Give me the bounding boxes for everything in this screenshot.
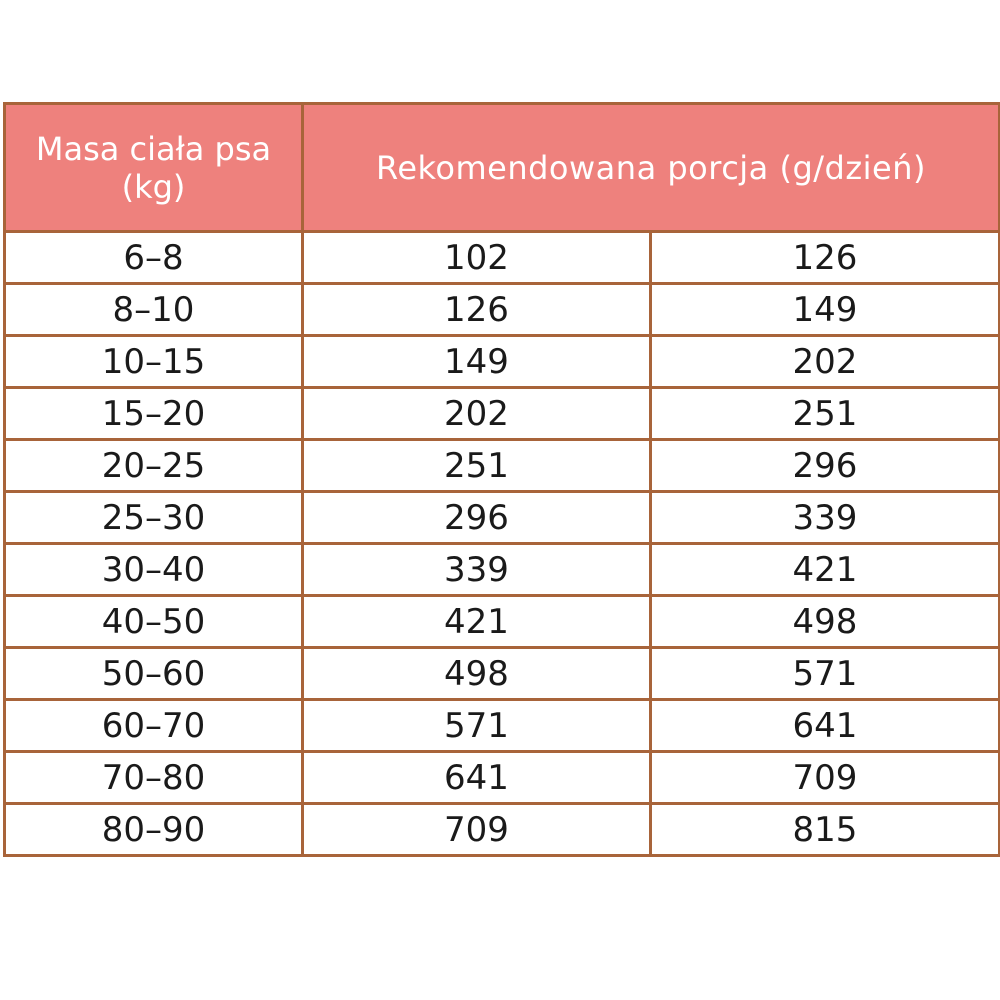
cell-portion-min: 202: [303, 388, 651, 440]
cell-mass: 60–70: [5, 700, 303, 752]
cell-portion-max: 498: [651, 596, 1000, 648]
table-row: [5, 388, 1000, 440]
cell-mass: 30–40: [5, 544, 303, 596]
header-mass: Masa ciała psa (kg): [5, 104, 303, 232]
cell-portion-min: 709: [303, 804, 651, 856]
cell-portion-min: 296: [303, 492, 651, 544]
table-row: [5, 544, 1000, 596]
table-row: [5, 492, 1000, 544]
cell-portion-min: 251: [303, 440, 651, 492]
table-row: [5, 596, 1000, 648]
cell-portion-max: 202: [651, 336, 1000, 388]
cell-mass: 40–50: [5, 596, 303, 648]
table-row: [5, 232, 1000, 284]
cell-mass: 8–10: [5, 284, 303, 336]
cell-mass: 25–30: [5, 492, 303, 544]
cell-portion-min: 102: [303, 232, 651, 284]
cell-portion-max: 421: [651, 544, 1000, 596]
cell-portion-max: 251: [651, 388, 1000, 440]
cell-portion-max: 709: [651, 752, 1000, 804]
cell-portion-max: 571: [651, 648, 1000, 700]
table-row: [5, 648, 1000, 700]
cell-mass: 20–25: [5, 440, 303, 492]
cell-portion-max: 815: [651, 804, 1000, 856]
cell-portion-min: 421: [303, 596, 651, 648]
header-portion: Rekomendowana porcja (g/dzień): [303, 104, 1000, 232]
cell-mass: 15–20: [5, 388, 303, 440]
table-row: [5, 336, 1000, 388]
cell-portion-max: 126: [651, 232, 1000, 284]
cell-portion-min: 149: [303, 336, 651, 388]
cell-portion-min: 339: [303, 544, 651, 596]
cell-portion-min: 498: [303, 648, 651, 700]
table-row: [5, 700, 1000, 752]
cell-mass: 50–60: [5, 648, 303, 700]
cell-portion-max: 339: [651, 492, 1000, 544]
cell-mass: 80–90: [5, 804, 303, 856]
table-row: [5, 284, 1000, 336]
cell-portion-max: 296: [651, 440, 1000, 492]
table-row: [5, 752, 1000, 804]
cell-mass: 70–80: [5, 752, 303, 804]
table-row: [5, 804, 1000, 856]
cell-portion-max: 641: [651, 700, 1000, 752]
cell-portion-min: 641: [303, 752, 651, 804]
portion-table: [3, 102, 1000, 857]
cell-portion-min: 571: [303, 700, 651, 752]
cell-mass: 10–15: [5, 336, 303, 388]
table-row: [5, 440, 1000, 492]
cell-mass: 6–8: [5, 232, 303, 284]
header-row: [5, 104, 1000, 232]
table-body: [5, 232, 1000, 856]
cell-portion-max: 149: [651, 284, 1000, 336]
cell-portion-min: 126: [303, 284, 651, 336]
